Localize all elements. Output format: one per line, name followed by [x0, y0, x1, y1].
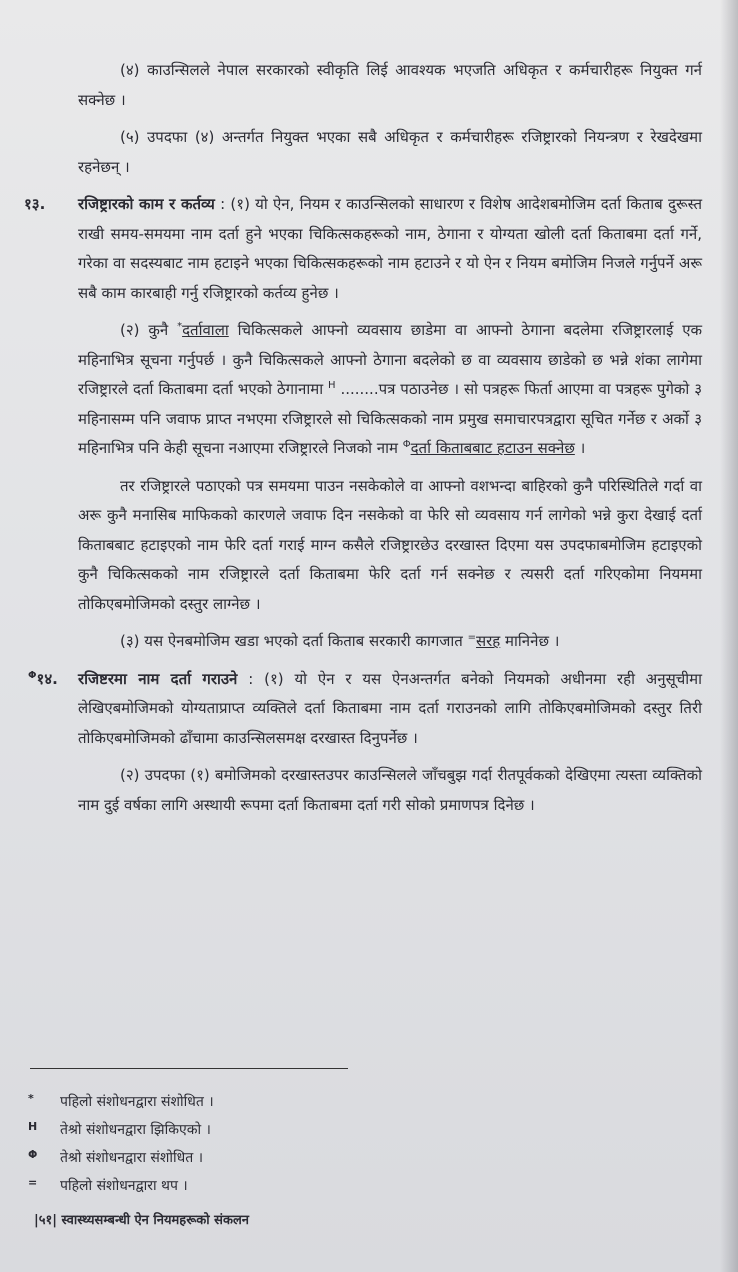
- section-14-clause-1-text: (१) यो ऐन र यस ऐनअन्तर्गत बनेको नियमको अधीनमा रही अनुसूचीमा लेखिएबमोजिमको योग्यताप्राप्त व्यक्तिले दर्ता किताबमा नाम दर्ता गराउनको लागि तोकिएबमोजिमको दस्तुर तिरी तोकिएबमोजिमको ढाँचामा काउन्सिलसमक्ष दरखास्त दिनुपर्नेछ ।: [78, 669, 702, 747]
- clause-2-middle: चिकित्सकले आफ्नो व्यवसाय छाडेमा वा आफ्नो ठेगाना बदलेमा रजिष्ट्रारलाई एक महिनाभित्र सूचना गर्नुपर्छ । कुनै चिकित्सकले आफ्नो ठेगाना बदलेको छ वा व्यवसाय छाडेको छ भन्ने शंका लागेमा रजिष्ट्रारले दर्ता किताबमा दर्ता भएको ठेगानामा: [78, 321, 703, 398]
- section-13-number: १३.: [24, 195, 46, 213]
- clause-3-start: (३) यस ऐनबमोजिम खडा भएको दर्ता किताब सरकारी कागजात: [120, 632, 468, 650]
- footnote-text: पहिलो संशोधनद्वारा संशोधित ।: [60, 1094, 214, 1110]
- footnote-text: तेश्रो संशोधनद्वारा झिकिएको ।: [60, 1122, 211, 1138]
- section-13: [24, 190, 703, 308]
- footnote-mark: H: [28, 1120, 38, 1133]
- footnote-mark: =: [28, 1176, 38, 1189]
- section-13-clause-3: [78, 627, 702, 657]
- section-14: [28, 665, 702, 754]
- underlined-remove-from-register: दर्ता किताबबाट हटाउन सक्नेछ: [410, 439, 575, 457]
- footnotes: [28, 1088, 428, 1200]
- clause-2-continued: ........पत्र पठाउनेछ । सो पत्रहरू फिर्ता आएमा वा पत्रहरू पुगेको ३ महिनासम्म पनि जवाफ प्राप्त नभएमा रजिष्ट्रारले सो चिकित्सकको नाम प्रमुख समाचारपत्रद्वारा सूचित गर्नेछ र अर्को ३ महिनाभित्र पनि केही सूचना नआएमा रजिष्ट्रारले निजको नाम: [78, 380, 703, 457]
- page-footer: |५१| स्वास्थ्यसम्बन्धी ऐन नियमहरूको संकलन: [34, 1213, 249, 1228]
- section-13-separator: :: [214, 195, 231, 213]
- footnote-mark: Φ: [28, 1148, 38, 1161]
- clause-3-end: मानिनेछ ।: [500, 632, 560, 650]
- section-14-number: [28, 665, 58, 695]
- footnote-marker-phi: Φ: [402, 439, 411, 450]
- footnote-item: [28, 1172, 428, 1200]
- footnote-text: तेश्रो संशोधनद्वारा संशोधित ।: [60, 1150, 204, 1166]
- clause-2-end: ।: [574, 439, 586, 457]
- section-14-separator: :: [237, 669, 265, 688]
- paragraph-sub4: (४) काउन्सिलले नेपाल सरकारको स्वीकृति लिई आवश्यक भएजति अधिकृत र कर्मचारीहरू नियुक्त गर्न सक्नेछ ।: [78, 61, 702, 109]
- footnote-marker-asterisk: *: [177, 321, 183, 332]
- section-13-clause-2: [78, 316, 702, 464]
- footnote-mark: *: [28, 1092, 34, 1105]
- section-14-title: रजिष्टरमा नाम दर्ता गराउने: [78, 669, 238, 688]
- section-13-title: रजिष्ट्रारको काम र कर्तव्य: [78, 195, 215, 213]
- footnote-item: [28, 1144, 428, 1172]
- footnote-marker-h: H: [328, 380, 336, 391]
- footnote-text: पहिलो संशोधनद्वारा थप ।: [60, 1178, 188, 1194]
- underlined-equivalent: सरह: [476, 632, 501, 650]
- section-14-clause-1: [78, 665, 702, 754]
- underlined-registered: दर्तावाला: [182, 321, 229, 339]
- footnote-item: [28, 1116, 428, 1144]
- section-13-proviso: तर रजिष्ट्रारले पठाएको पत्र समयमा पाउन नसकेकोले वा आफ्नो वशभन्दा बाहिरको कुनै परिस्थितिले गर्दा वा अरू कुनै मनासिब माफिकको कारणले जवाफ दिन नसकेको वा फेरि सो व्यवसाय गर्न लागेको भन्ने कुरा देखाई दर्ता किताबबाट हटाइएको नाम फेरि दर्ता गराई माग्न कसैले रजिष्ट्रारछेउ दरखास्त दिएमा यस उपदफाबमोजिम हटाइएको कुनै चिकित्सकको नाम रजिष्ट्रारले दर्ता किताबमा फेरि दर्ता गर्न सक्नेछ र त्यसरी दर्ता गरिएकोमा नियममा तोकिएबमोजिमको दस्तुर लाग्नेछ ।: [78, 476, 702, 613]
- footnote-divider: [30, 1068, 348, 1069]
- section-13-clause-1-text: (१) यो ऐन, नियम र काउन्सिलको साधारण र विशेष आदेशबमोजिम दर्ता किताब दुरूस्त राखी समय-समयमा नाम दर्ता हुने भएका चिकित्सकहरूको नाम, ठेगाना र योग्यता खोली दर्ता किताबमा दर्ता गर्ने, गरेका वा सदस्यबाट नाम हटाइने भएका चिकित्सकहरूको नाम हटाउने र यो ऐन र नियम बमोजिम निजले गर्नुपर्ने अरू सबै काम कारबाही गर्नु रजिष्ट्रारको कर्तव्य हुनेछ ।: [78, 195, 703, 302]
- body-text: [24, 56, 703, 828]
- section-14-marker: Φ: [28, 669, 37, 681]
- section-13-clause-1: [78, 190, 702, 308]
- section-14-number-text: १४.: [36, 669, 58, 688]
- section-14-clause-2: (२) उपदफा (१) बमोजिमको दरखास्तउपर काउन्सिलले जाँचबुझ गर्दा रीतपूर्वकको देखिएमा त्यस्ता व्यक्तिको नाम दुई वर्षका लागि अस्थायी रूपमा दर्ता किताबमा दर्ता गरी सोको प्रमाणपत्र दिनेछ ।: [78, 766, 702, 814]
- footnote-item: [28, 1088, 428, 1116]
- footnote-marker-equals: =: [467, 632, 477, 643]
- paragraph-sub5: (५) उपदफा (४) अन्तर्गत नियुक्त भएका सबै अधिकृत र कर्मचारीहरू रजिष्ट्रारको नियन्त्रण र रेखदेखमा रहनेछन् ।: [78, 128, 702, 176]
- clause-2-start: (२) कुनै: [120, 321, 178, 339]
